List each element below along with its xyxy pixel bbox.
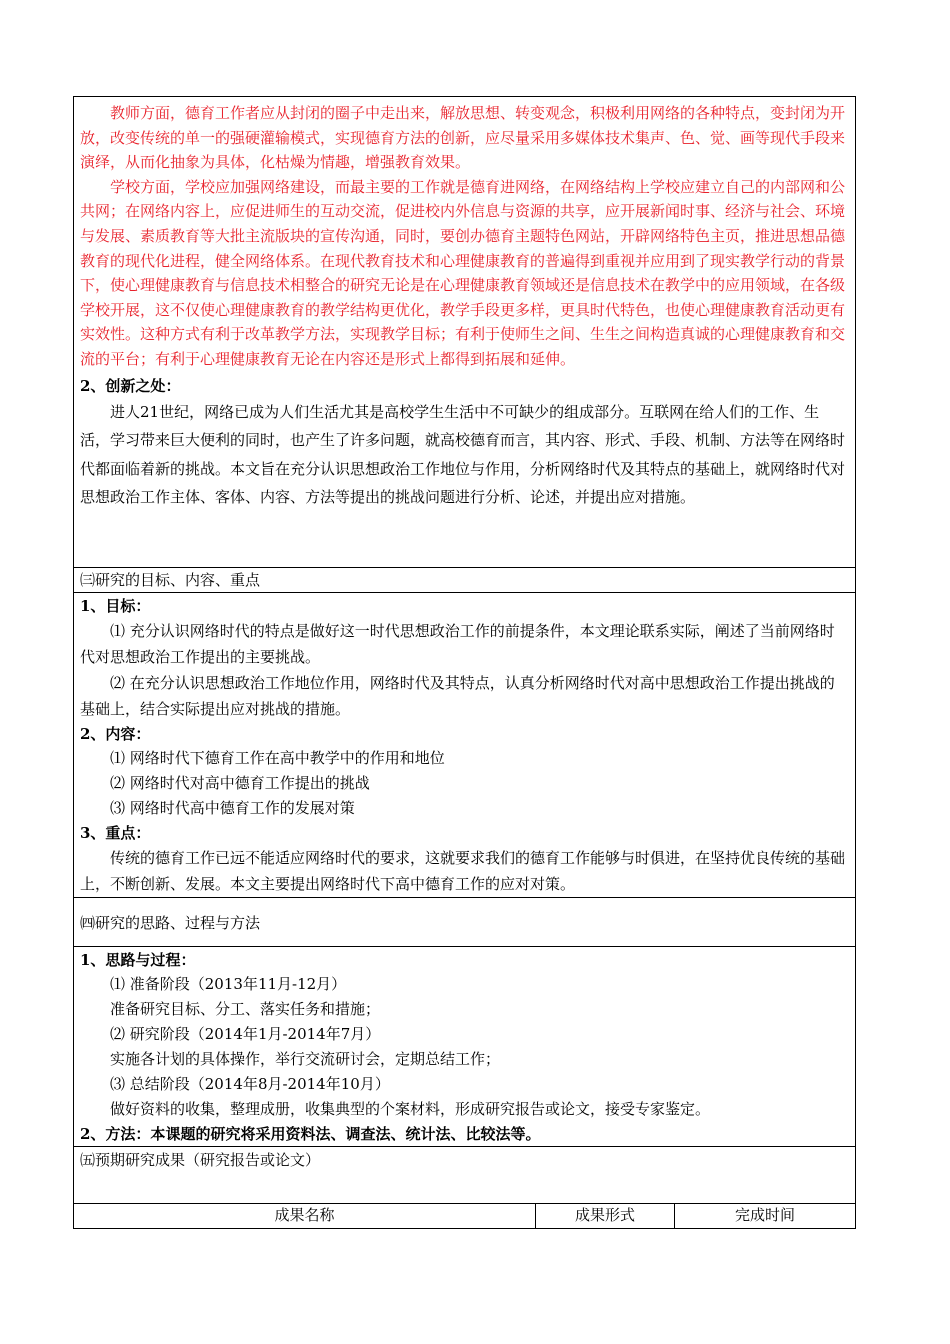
- section4-body-row: [74, 947, 856, 1147]
- school-paragraph: 学校方面，学校应加强网络建设，而最主要的工作就是德育进网络，在网络结构上学校应建立自己的内部网和公共网；在网络内容上，应促进师生的互动交流，促进校内外信息与资源的共享，应开展新闻时事、经济与社会、环境与发展、素质教育等大批主流版块的宣传沟通，同时，要创办德育主题特色网站，开辟网络特色主页，推进思想品德教育的现代化进程，健全网络体系。在现代教育技术和心理健康教育的普遍得到重视并应用到了现实教学行动的背景下，使心理健康教育与信息技术相整合的研究无论是在心理健康教育领域还是信息技术在教学中的应用领域，在各级学校开展，这不仅使心理健康教育的教学结构更优化，教学手段更多样，更具时代特色，也使心理健康教育活动更有实效性。这种方式有利于改革教学方法，实现教学目标；有利于使师生之间、生生之间构造真诚的心理健康教育和交流的平台；有利于心理健康教育无论在内容还是形式上都得到拓展和延伸。: [80, 177, 846, 368]
- section5-header: ㈤预期研究成果（研究报告或论文）: [80, 1151, 321, 1169]
- process-line: 实施各计划的具体操作，举行交流研讨会，定期总结工作；: [110, 1050, 501, 1068]
- document-page: [73, 96, 855, 1229]
- section3-body-row: [74, 593, 856, 898]
- section3-header: ㈢研究的目标、内容、重点: [80, 571, 261, 589]
- goal-title: 1、目标：: [80, 597, 151, 615]
- content-item: ⑵ 网络时代对高中德育工作提出的挑战: [110, 774, 370, 792]
- section3-header-row: [74, 568, 856, 593]
- section3-body-cell: [74, 593, 856, 898]
- innovation-title: 2、创新之处：: [80, 376, 181, 395]
- innovation-text: 进人21世纪，网络已成为人们生活尤其是高校学生生活中不可缺少的组成部分。互联网在给人们的工作、生活，学习带来巨大便利的同时，也产生了许多问题，就高校德育而言，其内容、形式、手段、机制、方法等在网络时代都面临着新的挑战。本文旨在充分认识思想政治工作地位与作用，分析网络时代及其特点的基础上，就网络时代对思想政治工作主体、客体、内容、方法等提出的挑战问题进行分析、论述，并提出应对措施。: [80, 402, 846, 507]
- process-line: 做好资料的收集，整理成册，收集典型的个案材料，形成研究报告或论文，接受专家鉴定。: [110, 1100, 711, 1118]
- section4-header-cell: [74, 898, 856, 947]
- process-title: 1、思路与过程：: [80, 951, 196, 969]
- research-form-table: [73, 96, 856, 1229]
- column-header-name: 成果名称: [74, 1204, 536, 1229]
- goal-item: ⑵ 在充分认识思想政治工作地位作用，网络时代及其特点，认真分析网络时代对高中思想政治工作提出挑战的基础上，结合实际提出应对挑战的措施。: [80, 674, 835, 718]
- section-innovation-row: [74, 97, 856, 568]
- column-header-time: 完成时间: [675, 1204, 856, 1229]
- goal-item: ⑴ 充分认识网络时代的特点是做好这一时代思想政治工作的前提条件，本文理论联系实际，阐述了当前网络时代对思想政治工作提出的主要挑战。: [80, 622, 835, 666]
- results-header-row: [74, 1204, 856, 1229]
- process-line: ⑵ 研究阶段（2014年1月-2014年7月）: [110, 1025, 381, 1043]
- method-text: 2、方法：本课题的研究将采用资料法、调查法、统计法、比较法等。: [80, 1125, 541, 1143]
- focus-text: 传统的德育工作已远不能适应网络时代的要求，这就要求我们的德育工作能够与时俱进，在坚持优良传统的基础上，不断创新、发展。本文主要提出网络时代下高中德育工作的应对对策。: [80, 849, 846, 893]
- column-header-form: 成果形式: [536, 1204, 675, 1229]
- section4-header-row: [74, 898, 856, 947]
- process-line: ⑶ 总结阶段（2014年8月-2014年10月）: [110, 1075, 390, 1093]
- section4-header: ㈣研究的思路、过程与方法: [80, 913, 261, 932]
- process-line: ⑴ 准备阶段（2013年11月-12月）: [110, 975, 347, 993]
- content-title: 2、内容：: [80, 725, 151, 743]
- focus-title: 3、重点：: [80, 824, 151, 842]
- section5-header-row: [74, 1147, 856, 1204]
- section5-header-cell: [74, 1147, 856, 1204]
- section4-body-cell: [74, 947, 856, 1147]
- process-line: 准备研究目标、分工、落实任务和措施；: [110, 1000, 381, 1018]
- teacher-paragraph: 教师方面，德育工作者应从封闭的圈子中走出来，解放思想、转变观念，积极利用网络的各种特点，变封闭为开放，改变传统的单一的强硬灌输模式，实现德育方法的创新，应尽量采用多媒体技术集声、色、觉、画等现代手段来演绎，从而化抽象为具体，化枯燥为情趣，增强教育效果。: [80, 104, 846, 172]
- content-item: ⑶ 网络时代高中德育工作的发展对策: [110, 799, 355, 817]
- section3-header-cell: [74, 568, 856, 593]
- content-item: ⑴ 网络时代下德育工作在高中教学中的作用和地位: [110, 749, 445, 767]
- section-innovation-cell: [74, 97, 856, 568]
